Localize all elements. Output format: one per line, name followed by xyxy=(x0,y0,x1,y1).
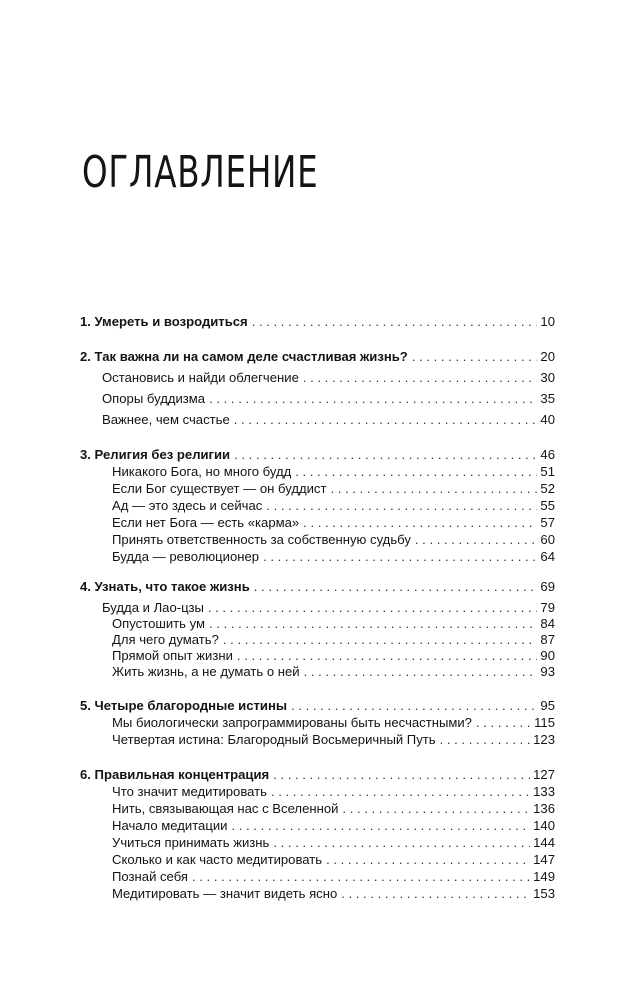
toc-entry xyxy=(112,531,555,549)
dot-leader xyxy=(192,868,530,886)
toc-entry xyxy=(112,514,555,532)
toc-page-number: 90 xyxy=(540,648,555,663)
dot-leader xyxy=(342,800,530,818)
dot-leader xyxy=(209,390,537,408)
toc-entry xyxy=(112,817,555,835)
toc-entry-title: 2. Так важна ли на самом деле счастливая жизнь? xyxy=(80,349,408,364)
toc-entry-title: Остановись и найди облегчение xyxy=(102,370,299,385)
toc-page-number: 87 xyxy=(540,632,555,647)
toc-entry-title: Начало медитации xyxy=(112,818,228,833)
dot-leader xyxy=(440,731,531,749)
toc-page-number: 79 xyxy=(540,600,555,615)
toc-entry xyxy=(80,313,555,331)
toc-entry-title: Если нет Бога — есть «карма» xyxy=(112,515,300,530)
dot-leader xyxy=(412,348,538,366)
toc-entry-title: Важнее, чем счастье xyxy=(102,412,230,427)
toc-page-number: 40 xyxy=(540,412,555,427)
dot-leader xyxy=(271,783,530,801)
toc-page-number: 20 xyxy=(540,349,555,364)
toc-entry xyxy=(80,348,555,366)
toc-entry xyxy=(102,411,555,429)
toc-page-number: 64 xyxy=(540,549,555,564)
toc-entry-title: 6. Правильная концентрация xyxy=(80,767,270,782)
toc-page-number: 115 xyxy=(534,715,555,730)
toc-page-number: 95 xyxy=(540,698,555,713)
toc-entry-title: Познай себя xyxy=(112,869,188,884)
dot-leader xyxy=(231,817,530,835)
toc-entry xyxy=(102,390,555,408)
toc-page-number: 35 xyxy=(540,391,555,406)
dot-leader xyxy=(266,497,537,515)
toc-entry xyxy=(112,783,555,801)
dot-leader xyxy=(254,578,538,596)
dot-leader xyxy=(415,531,538,549)
toc-entry-title: Жить жизнь, а не думать о ней xyxy=(112,664,300,679)
toc-page-number: 140 xyxy=(533,818,555,833)
toc-entry-title: Для чего думать? xyxy=(112,632,219,647)
toc-page-number: 127 xyxy=(533,767,555,782)
dot-leader xyxy=(326,851,530,869)
toc-entry-title: Опоры буддизма xyxy=(102,391,206,406)
toc-entry xyxy=(112,834,555,852)
toc-entry-title: 1. Умереть и возродиться xyxy=(80,314,248,329)
toc-entry xyxy=(112,714,555,732)
dot-leader xyxy=(303,369,538,387)
toc-entry xyxy=(102,369,555,387)
dot-leader xyxy=(252,313,538,331)
toc-entry-title: 5. Четыре благородные истины xyxy=(80,698,288,713)
dot-leader xyxy=(304,663,538,681)
toc-page-number: 69 xyxy=(540,579,555,594)
toc-entry-title: Принять ответственность за собственную судьбу xyxy=(112,532,411,547)
toc-page-number: 55 xyxy=(540,498,555,513)
page-title: ОГЛАВЛЕНИЕ xyxy=(82,147,319,199)
toc-page-number: 46 xyxy=(540,447,555,462)
dot-leader xyxy=(263,548,537,566)
toc-entry-title: Учиться принимать жизнь xyxy=(112,835,270,850)
dot-leader xyxy=(234,411,538,429)
toc-entry xyxy=(112,463,555,481)
toc-entry-title: Мы биологически запрограммированы быть несчастными? xyxy=(112,715,472,730)
toc-entry xyxy=(112,663,555,681)
toc-page-number: 136 xyxy=(533,801,555,816)
toc-entry-title: Никакого Бога, но много будд xyxy=(112,464,292,479)
toc-page-number: 30 xyxy=(540,370,555,385)
toc-entry xyxy=(112,885,555,903)
dot-leader xyxy=(291,697,537,715)
dot-leader xyxy=(476,714,531,732)
toc-page-number: 10 xyxy=(540,314,555,329)
toc-entry xyxy=(80,697,555,715)
toc-page-number: 84 xyxy=(540,616,555,631)
toc-entry xyxy=(80,578,555,596)
toc-page-number: 51 xyxy=(540,464,555,479)
toc-page-number: 153 xyxy=(533,886,555,901)
toc-page-number: 149 xyxy=(533,869,555,884)
toc-entry-title: Четвертая истина: Благородный Восьмеричный Путь xyxy=(112,732,436,747)
toc-entry-title: 3. Религия без религии xyxy=(80,447,231,462)
toc-entry xyxy=(80,766,555,784)
toc-page-number: 93 xyxy=(540,664,555,679)
toc-entry xyxy=(112,480,555,498)
dot-leader xyxy=(330,480,537,498)
dot-leader xyxy=(303,514,537,532)
toc-entry-title: Ад — это здесь и сейчас xyxy=(112,498,263,513)
dot-leader xyxy=(341,885,530,903)
toc-entry-title: Нить, связывающая нас с Вселенной xyxy=(112,801,339,816)
toc-entry xyxy=(112,497,555,515)
toc-entry xyxy=(112,731,555,749)
toc-page-number: 133 xyxy=(533,784,555,799)
toc-entry-title: Медитировать — значит видеть ясно xyxy=(112,886,338,901)
toc-entry-title: Прямой опыт жизни xyxy=(112,648,233,663)
toc-entry xyxy=(112,548,555,566)
toc-entry-title: Сколько и как часто медитировать xyxy=(112,852,323,867)
toc-entry xyxy=(112,851,555,869)
toc-page-number: 60 xyxy=(540,532,555,547)
toc-entry-title: Будда и Лао-цзы xyxy=(102,600,204,615)
toc-entry-title: 4. Узнать, что такое жизнь xyxy=(80,579,250,594)
toc-page-number: 144 xyxy=(533,835,555,850)
toc-page-number: 123 xyxy=(533,732,555,747)
toc-page-number: 57 xyxy=(540,515,555,530)
dot-leader xyxy=(273,834,530,852)
dot-leader xyxy=(234,446,537,464)
toc-entry xyxy=(112,868,555,886)
toc-entry xyxy=(80,446,555,464)
toc-entry-title: Опустошить ум xyxy=(112,616,206,631)
toc-entry-title: Будда — революционер xyxy=(112,549,260,564)
toc-page-number: 147 xyxy=(533,852,555,867)
dot-leader xyxy=(295,463,537,481)
toc-entry-title: Если Бог существует — он буддист xyxy=(112,481,327,496)
toc-entry xyxy=(112,800,555,818)
dot-leader xyxy=(273,766,530,784)
toc-entry-title: Что значит медитировать xyxy=(112,784,267,799)
toc-page-number: 52 xyxy=(540,481,555,496)
